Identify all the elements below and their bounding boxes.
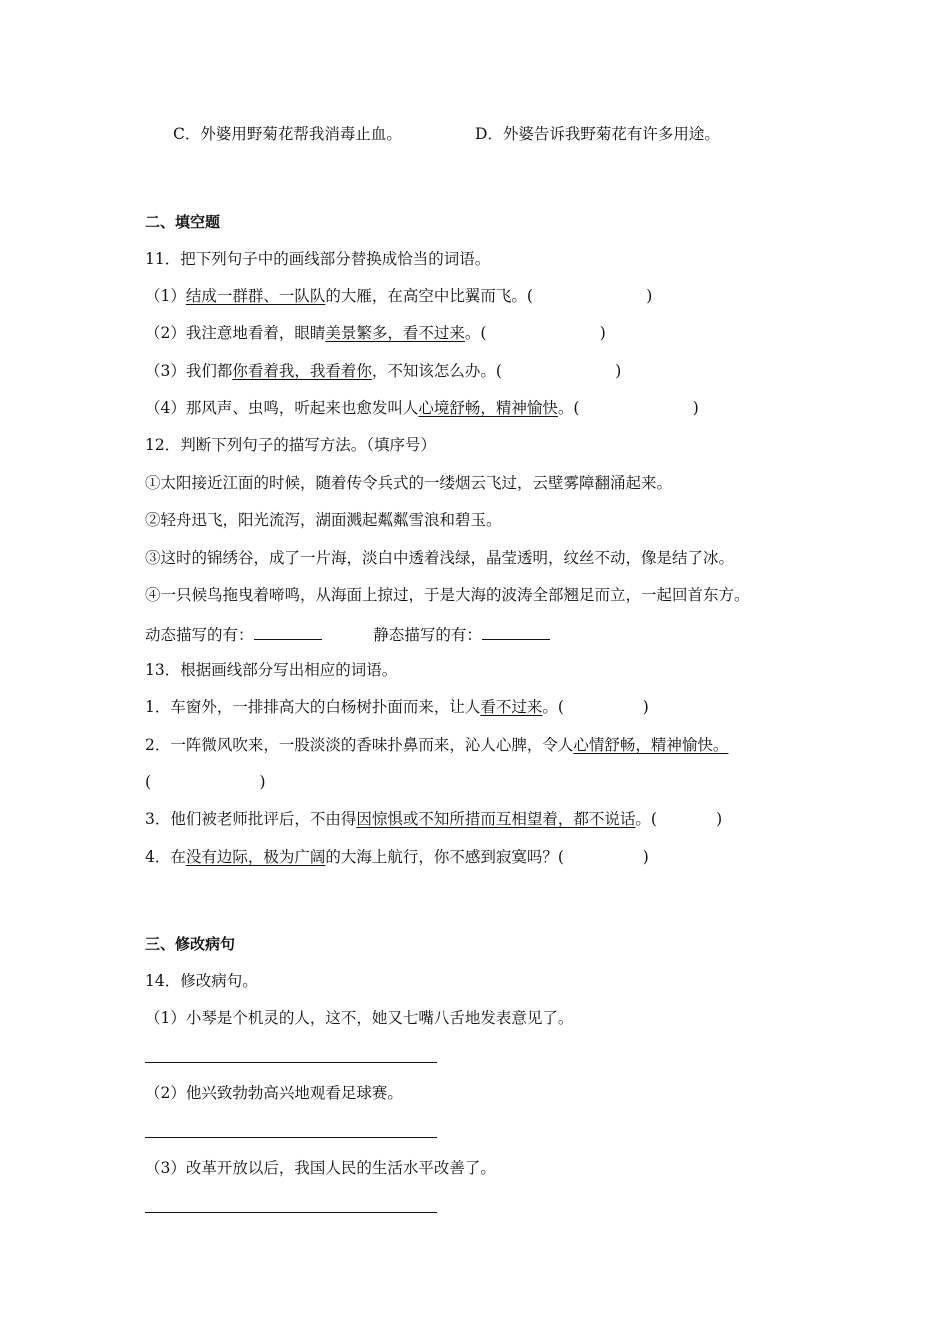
answer-space[interactable]	[533, 287, 646, 305]
answer-space[interactable]	[151, 773, 259, 791]
q11-stem: 11．把下列句子中的画线部分替换成恰当的词语。	[145, 250, 491, 268]
q13-item-2-answer: ( )	[145, 773, 266, 791]
q14-stem: 14．修改病句。	[145, 972, 258, 990]
answer-space[interactable]	[579, 399, 692, 417]
underlined-phrase: 结成一群群、一队队	[185, 287, 326, 305]
q14-answer-line-1[interactable]	[145, 1062, 437, 1063]
underlined-phrase: 美景繁多，看不过来	[325, 324, 465, 342]
q14-sentence-1: （1）小琴是个机灵的人，这不，她又七嘴八舌地发表意见了。	[145, 1009, 574, 1027]
q12-sentence-4: ④一只候鸟拖曳着啼鸣，从海面上掠过，于是大海的波涛全部翘足而立，一起回首东方。	[145, 586, 750, 604]
q11-item-2: （2）我注意地看着，眼睛美景繁多，看不过来。( )	[145, 324, 606, 342]
q11-item-4: （4）那风声、虫鸣，听起来也愈发叫人心境舒畅，精神愉快。( )	[145, 399, 699, 417]
q13-stem: 13．根据画线部分写出相应的词语。	[145, 661, 398, 679]
dynamic-label: 动态描写的有：	[145, 626, 254, 644]
section-2-title: 二、填空题	[145, 213, 221, 231]
answer-space[interactable]	[486, 324, 599, 342]
underlined-phrase: 没有边际，极为广阔	[185, 848, 326, 866]
dynamic-answer-blank[interactable]	[254, 623, 322, 640]
option-c: C．外婆用野菊花帮我消毒止血。	[173, 125, 402, 143]
q12-sentence-1: ①太阳接近江面的时候，随着传令兵式的一缕烟云飞过，云壁雾障翻涌起来。	[145, 474, 673, 492]
answer-space[interactable]	[564, 698, 643, 716]
answer-space[interactable]	[502, 362, 615, 380]
q13-item-2: 2．一阵微风吹来，一股淡淡的香味扑鼻而来，沁人心脾，令人心情舒畅，精神愉快。	[145, 736, 729, 754]
q13-item-1: 1．车窗外，一排排高大的白杨树扑面而来，让人看不过来。( )	[145, 698, 649, 716]
q14-sentence-2: （2）他兴致勃勃高兴地观看足球赛。	[145, 1084, 403, 1102]
q11-item-1: （1）结成一群群、一队队的大雁，在高空中比翼而飞。( )	[145, 287, 653, 305]
q14-sentence-3: （3）改革开放以后，我国人民的生活水平改善了。	[145, 1159, 496, 1177]
q12-sentence-3: ③这时的锦绣谷，成了一片海，淡白中透着浅绿，晶莹透明，纹丝不动，像是结了冰。	[145, 549, 735, 567]
q11-item-3: （3）我们都你看着我，我看着你，不知该怎么办。( )	[145, 362, 622, 380]
underlined-phrase: 心境舒畅，精神愉快	[418, 399, 558, 417]
static-label: 静态描写的有：	[373, 626, 482, 644]
option-d: D．外婆告诉我野菊花有许多用途。	[475, 125, 720, 143]
section-3-title: 三、修改病句	[145, 935, 236, 953]
static-answer-blank[interactable]	[482, 623, 550, 640]
q13-item-4: 4．在没有边际，极为广阔的大海上航行，你不感到寂寞吗？( )	[145, 848, 649, 866]
underlined-phrase: 你看着我，我看着你	[232, 362, 372, 380]
underlined-phrase: 看不过来	[480, 698, 543, 716]
underlined-phrase: 心情舒畅，精神愉快。	[573, 736, 729, 754]
answer-space[interactable]	[657, 810, 716, 828]
q12-answers	[145, 623, 550, 645]
q12-sentence-2: ②轻舟迅飞，阳光流泻，湖面溅起粼粼雪浪和碧玉。	[145, 511, 502, 529]
underlined-phrase: 因惊惧或不知所措而互相望着，都不说话	[356, 810, 636, 828]
q14-answer-line-2[interactable]	[145, 1137, 437, 1138]
q12-stem: 12．判断下列句子的描写方法。（填序号）	[145, 436, 436, 454]
q14-answer-line-3[interactable]	[145, 1212, 437, 1213]
answer-space[interactable]	[564, 848, 643, 866]
q13-item-3: 3．他们被老师批评后，不由得因惊惧或不知所措而互相望着，都不说话。( )	[145, 810, 723, 828]
